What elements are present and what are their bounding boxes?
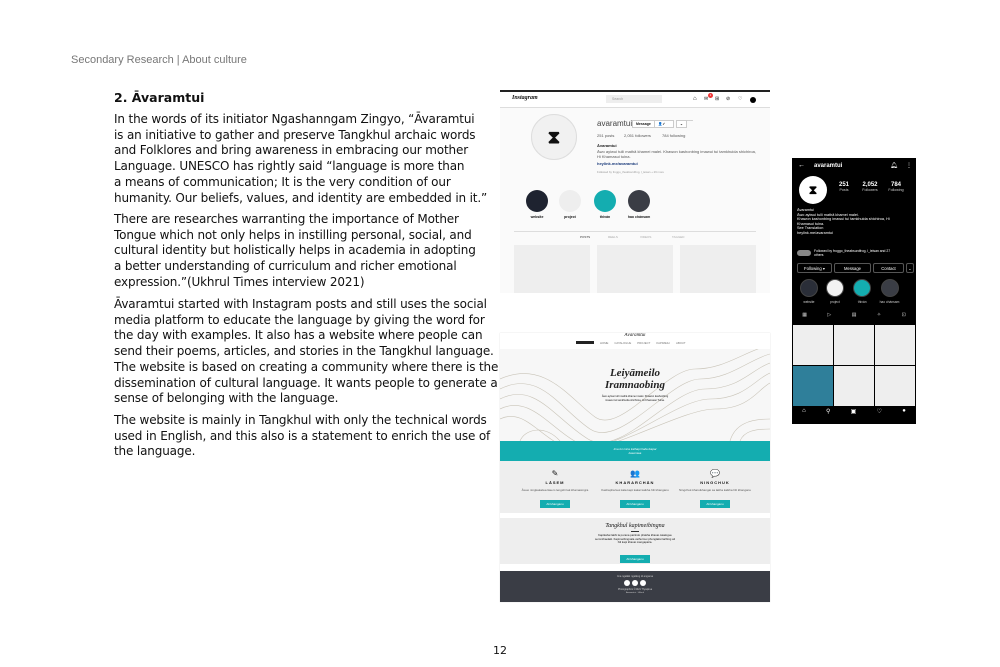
page-number: 12: [493, 644, 507, 657]
teal-banner: Ima tui mina kathapi haila ikapai kasemwa: [500, 441, 770, 461]
text-line: Tongue which not only helps in instilling personal, social, and: [114, 227, 472, 242]
hourglass-logo-icon: ⧗: [799, 176, 827, 204]
text-line: send their poems, articles, and stories in the Tangkhul language.: [114, 344, 494, 359]
text-line: There are researches warranting the importance of Mother: [114, 212, 459, 226]
profile-icon[interactable]: ●: [902, 408, 906, 414]
username: avaramtui: [814, 163, 843, 169]
website-logo: Āvaramtui: [624, 333, 646, 338]
profile-name: Āvaramtui: [597, 143, 617, 148]
post-tile[interactable]: [875, 366, 915, 406]
instagram-desktop-screenshot: [500, 90, 770, 293]
feature-description: Āwuo ningkakaiwa lāsem lengshi lak khamasingra: [521, 488, 589, 492]
text-line: cultural identity but holistically helps in academia in adopting: [114, 243, 476, 258]
section-title: 2. Āvaramtui: [114, 90, 205, 105]
paragraph: [114, 297, 499, 407]
hourglass-logo-icon: ⧗: [531, 114, 577, 160]
notification-badge: 1: [709, 93, 712, 97]
post-tile[interactable]: [680, 245, 756, 293]
bio-line: Khawon kashonbing imawui tui tamkhuida shichiroa, Hi: [797, 217, 890, 222]
kapimeibingna-section: [500, 518, 770, 564]
bio-line: Khamasui tuina.: [797, 221, 825, 226]
bio-line: heylink.me/avaramtui: [797, 230, 833, 235]
feature-button[interactable]: Ali khanganu: [540, 500, 569, 508]
text-line: a means of communication; It is the very condition of our: [114, 174, 451, 189]
followers-count[interactable]: 2,051 followers: [624, 133, 651, 138]
feature-column: [515, 469, 595, 510]
feature-heading: LĀSEM: [545, 480, 565, 485]
follow-button[interactable]: 👤✓: [654, 120, 674, 128]
text-line: and Folklores and bring awareness in embracing our mother: [114, 143, 468, 158]
guides-tab-icon[interactable]: ▤: [851, 312, 857, 318]
text-line: Language. UNESCO has rightly said “language is more than: [114, 159, 465, 174]
section-description: Kapikahai lakhi la purana pairindo phakha khavai catalogue semmihaolaki. Kapimeibingnala vathurmei phonglaksi laribing ali hili kapi khavai mangapaira.: [595, 533, 675, 545]
hero-title-line1: Leiyāmeilo: [609, 367, 661, 379]
feature-description: Ningchuk kharuikhangai sa lakha kaikha hili khanganu: [678, 488, 752, 492]
nav-item[interactable]: CATALOGUE: [614, 341, 632, 345]
explore-icon[interactable]: ⊘: [726, 96, 731, 102]
instagram-mobile-screenshot: [792, 158, 916, 424]
text-line: a better understanding of curriculum and richer emotional: [114, 259, 457, 274]
feature-button[interactable]: Ali khanganu: [700, 500, 729, 508]
stat-label: Posts: [839, 188, 849, 192]
highlight-label: project: [564, 215, 576, 219]
section-header: Secondary Research | About culture: [71, 54, 247, 66]
feature-icon: 👥: [630, 469, 640, 478]
stat-label: Followers: [862, 188, 878, 192]
highlight-0[interactable]: [800, 279, 818, 297]
highlight-2[interactable]: [594, 190, 616, 212]
nav-item[interactable]: ABOUT: [676, 341, 686, 345]
reels-icon[interactable]: ▣: [850, 409, 857, 415]
profile-tab[interactable]: TAGGED: [672, 235, 685, 239]
posts-count: 251 posts: [597, 133, 615, 138]
back-arrow-icon[interactable]: ←: [798, 162, 805, 169]
section-title: Tangkhul kapimeibingna: [605, 523, 665, 529]
followed-by: Followed by froggo_theabsurdfrog, l_leisan + 26 more: [597, 170, 664, 174]
text-line: media platform to educate the language by giving the word for: [114, 312, 485, 327]
stat-value[interactable]: 251: [838, 182, 849, 188]
followed-by[interactable]: Followed by froggo_theabsurdfrog, l_leisan and 27 others: [814, 249, 891, 257]
feature-column: [675, 469, 755, 510]
home-icon[interactable]: ⌂: [802, 408, 806, 414]
website-screenshot: [500, 333, 770, 602]
highlight-1[interactable]: [559, 190, 581, 212]
bio-line: Āwo ayiwui tulli mathā khamei malei.: [797, 212, 859, 217]
facebook-icon[interactable]: [624, 580, 630, 586]
nav-item[interactable]: HOME: [600, 341, 609, 345]
instagram-logo: Instagram: [512, 95, 538, 101]
nav-item[interactable]: PROJECT: [637, 341, 651, 345]
nav-item[interactable]: KAPIMEILI: [656, 341, 670, 345]
profile-bio: Āwo ayiwui tulli mathā khamei malei. Khawon kashonbing imawui tui tamkhuida shichiroa, Hi Khamasui tuina.: [597, 149, 756, 159]
search-input[interactable]: Search: [606, 95, 662, 103]
feature-icon: 💬: [710, 469, 720, 478]
post-tile[interactable]: [597, 245, 673, 293]
heart-icon[interactable]: ♡: [738, 96, 743, 102]
bio-line: See Translation: [797, 226, 824, 231]
following-button[interactable]: Following ▾: [797, 263, 832, 273]
post-tile[interactable]: [834, 325, 874, 365]
message-button[interactable]: Message: [834, 263, 871, 273]
messenger-icon[interactable]: ✉: [704, 96, 709, 102]
text-line: sense of belonging with the language.: [114, 391, 339, 406]
feature-button[interactable]: Ali khanganu: [620, 500, 649, 508]
highlight-3[interactable]: [628, 190, 650, 212]
post-tile[interactable]: [834, 366, 874, 406]
twitter-icon[interactable]: [632, 580, 638, 586]
highlight-3[interactable]: [881, 279, 899, 297]
footer-copyright: Photographics ©2021 Thyapirea: [617, 588, 653, 591]
nav-active-item[interactable]: [576, 341, 594, 344]
new-post-icon[interactable]: ⊞: [715, 96, 720, 102]
highlight-label: website: [530, 215, 544, 219]
profile-tab[interactable]: POSTS: [580, 235, 591, 239]
following-count[interactable]: 784 following: [662, 133, 686, 138]
highlight-label: hao chánsam: [627, 215, 651, 219]
grid-tab-icon[interactable]: ▦: [802, 312, 807, 318]
feature-icon: ✎: [551, 469, 559, 478]
tagged-tab-icon[interactable]: ⊡: [901, 312, 906, 318]
options-icon[interactable]: ···: [687, 118, 693, 124]
profile-link[interactable]: heylink.me/avaramtui: [597, 161, 638, 166]
text-line: the day with examples. It also has a website where people can: [114, 328, 483, 343]
text-line: The website is based on creating a community where there is the: [114, 359, 499, 374]
text-line: The website is mainly in Tangkhul with only the technical words: [114, 413, 487, 427]
message-button[interactable]: Message: [632, 120, 655, 128]
text-line: expression.”(Ukhrul Times interview 2021): [114, 274, 365, 289]
highlight-1[interactable]: [826, 279, 844, 297]
hero-title-line2: Iramnaobing: [605, 379, 665, 391]
footer-text: Ima ngalāki ngalāng di angama: [616, 575, 654, 578]
text-line: humanity. Our beliefs, values, and identity are embedded in it.”: [114, 190, 488, 205]
section-button[interactable]: Ali khanganu: [620, 555, 649, 563]
hero-section: [500, 349, 770, 441]
feature-description: Kashapharwui kala kapi kakai kaikha hili khanganu: [601, 488, 669, 492]
stat-value[interactable]: 784: [890, 182, 901, 188]
feature-heading: KHARARCHĀN: [615, 480, 655, 485]
post-tile[interactable]: [793, 325, 833, 365]
post-tile[interactable]: [793, 366, 833, 406]
highlight-label: thiván: [857, 300, 867, 304]
text-line: is an initiative to gather and preserve Tangkhul archaic words: [114, 127, 476, 142]
stat-label: Following: [888, 188, 904, 192]
profile-tab[interactable]: REELS: [608, 235, 618, 239]
effects-tab-icon[interactable]: ✧: [876, 312, 882, 318]
highlight-label: project: [829, 300, 840, 304]
text-line: the language.: [114, 444, 196, 459]
paragraph: [114, 212, 499, 291]
highlight-label: hao chánsam: [879, 300, 900, 304]
text-line: In the words of its initiator Ngashanngam Zingyo, “Āvaramtui: [114, 112, 475, 126]
highlight-0[interactable]: [526, 190, 548, 212]
stat-value[interactable]: 2,052: [862, 182, 878, 188]
home-icon[interactable]: ⌂: [693, 96, 697, 102]
follower-avatars: [797, 250, 811, 256]
text-line: dissemination of cultural language. It wants people to generate a: [114, 375, 498, 390]
username: avaramtui: [597, 119, 633, 128]
bio-line: Āvaramtui: [797, 208, 815, 212]
highlight-2[interactable]: [853, 279, 871, 297]
highlight-label: website: [803, 300, 815, 304]
paragraph: [114, 112, 499, 206]
contact-button[interactable]: Contact: [873, 263, 904, 273]
profile-avatar-icon[interactable]: [750, 97, 756, 103]
text-line: Āvaramtui started with Instagram posts and still uses the social: [114, 297, 487, 311]
paragraph: [114, 413, 499, 460]
search-icon[interactable]: ⚲: [826, 409, 831, 415]
website-footer: [500, 571, 770, 602]
heart-icon[interactable]: ♡: [876, 409, 882, 415]
instagram-icon[interactable]: [640, 580, 646, 586]
post-tile[interactable]: [875, 325, 915, 365]
feature-column: [595, 469, 675, 510]
post-tile[interactable]: [514, 245, 590, 293]
bell-icon[interactable]: 🔔︎: [890, 163, 898, 169]
text-line: used in English, and this also is a statement to enrich the use of: [114, 428, 491, 443]
hero-subtitle: Āwo ayiwui tulli mathā khamei malei. Khawon kashonbing imawui tui tamkhuida shichiroa, Hi Khamasui Tuina.: [601, 395, 669, 402]
profile-tab[interactable]: VIDEOS: [640, 235, 652, 239]
footer-subtext: Āvaramtui · Ukhrul: [625, 592, 645, 594]
more-options-icon[interactable]: ⋮: [906, 163, 912, 169]
feature-heading: NINGCHUK: [700, 480, 730, 485]
highlight-label: thiván: [599, 215, 611, 219]
reels-tab-icon[interactable]: ▷: [827, 312, 832, 318]
suggest-button[interactable]: ⌄: [906, 263, 914, 273]
more-button[interactable]: ⌄: [676, 120, 687, 128]
